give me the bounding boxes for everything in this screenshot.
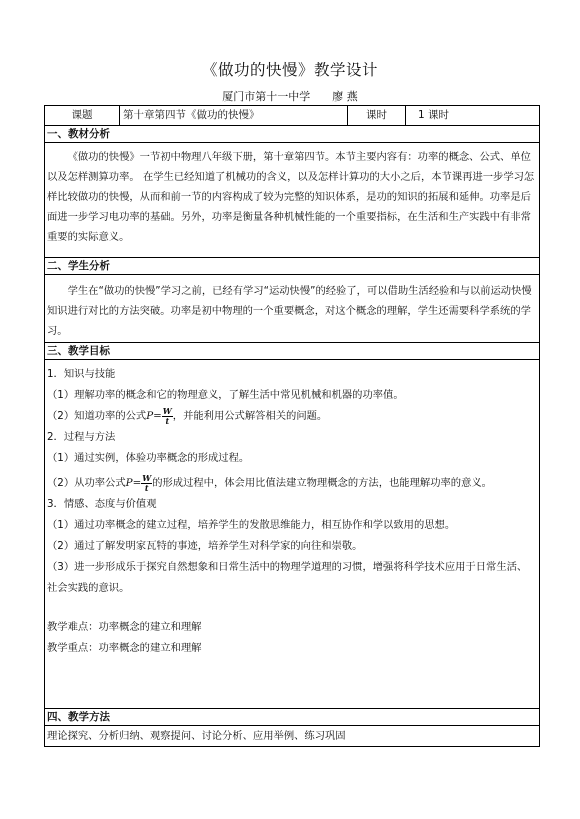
knowledge-item-1: （1）理解功率的概念和它的物理意义，了解生活中常见机械和机器的功率值。 [47,389,404,401]
teaching-key-point: 教学重点：功率概念的建立和理解 [47,642,202,654]
topic-label: 课题 [71,109,93,121]
process-title: 2．过程与方法 [47,431,116,443]
knowledge-item-2-prefix: （2）知道功率的公式 [47,410,147,422]
attitude-item-1: （1）通过功率概念的建立过程，培养学生的发散思维能力，相互协作和学以致用的思想。 [47,519,456,531]
knowledge-item-2 [47,406,537,427]
formula-denominator: t [165,415,170,426]
lesson-plan-table [44,105,540,747]
formula-lhs-2: P= [125,477,142,489]
student-analysis-text: 学生在“做功的快慢”学习之前，已经有学习“运动快慢”的经验了，可以借助生活经验和与以前运动快慢知识进行对比的方法突破。功率是初中物理的一个重要概念，对这个概念的理解，学生还需要科学系统的学习。 [47,285,532,337]
attitude-title: 3．情感、态度与价值观 [47,498,157,510]
section-students-body [45,274,539,342]
process-item-2-prefix: （2）从功率公式 [47,477,126,489]
process-item-2 [47,469,537,494]
hours-value: 1 课时 [405,106,539,125]
formula-numerator-2: W [142,472,152,483]
attitude-item-2: （2）通过了解发明家瓦特的事迹，培养学生对科学家的向往和崇敬。 [47,540,363,552]
section-textbook-body [45,142,539,257]
textbook-analysis-text: 《做功的快慢》一节初中物理八年级下册，第十章第四节。本节主要内容有：功率的概念、公式、单位以及怎样测算功率。 在学生已经知道了机械功的含义，以及怎样计算功的大小之后，本节课再进一步学习怎样比较做功的快慢，从而和前一节的内容构成了较为完整的知识体系，是功的知识的拓展和延伸。功率是后面进一步学习电功率的基础。另外，功率是衡量各种机械性能的一个重要指标，在生活和生产实践中有非常重要的实际意义。 [47,151,535,243]
power-formula-2 [141,474,152,493]
hours-label: 课时 [347,106,405,125]
section-objectives-body [45,359,539,708]
topic-value: 第十章第四节《做功的快慢》 [119,106,347,125]
knowledge-title: 1．知识与技能 [47,368,116,380]
author-name: 廖 燕 [332,90,358,103]
author-line [0,88,580,104]
process-item-2-suffix: 的形成过程中，体会用比值法建立物理概念的方法，也能理解功率的意义。 [152,477,492,489]
meta-row [45,106,539,125]
attitude-item-3: （3）进一步形成乐于探究自然想象和日常生活中的物理学道理的习惯，增强将科学技术应用于日常生活、社会实践的意识。 [47,561,528,594]
formula-denominator-2: t [144,482,149,493]
school-name: 厦门市第十一中学 [222,90,311,103]
section-heading-objectives: 三、教学目标 [45,342,539,359]
teaching-difficulty: 教学难点：功率概念的建立和理解 [47,621,202,633]
section-heading-students: 二、学生分析 [45,257,539,274]
teaching-methods-text: 理论探究、分析归纳、观察提问、讨论分析、应用举例、练习巩固 [47,730,346,742]
section-heading-textbook: 一、教材分析 [45,125,539,142]
process-item-1: （1）通过实例，体验功率概念的形成过程。 [47,452,250,464]
formula-numerator: W [162,405,172,416]
section-heading-methods: 四、教学方法 [45,708,539,725]
knowledge-item-2-suffix: ，并能利用公式解答相关的问题。 [172,410,328,422]
section-methods-body [45,725,539,746]
power-formula [162,407,173,426]
document-title: 《做功的快慢》教学设计 [201,61,378,79]
formula-lhs: P= [146,410,162,422]
